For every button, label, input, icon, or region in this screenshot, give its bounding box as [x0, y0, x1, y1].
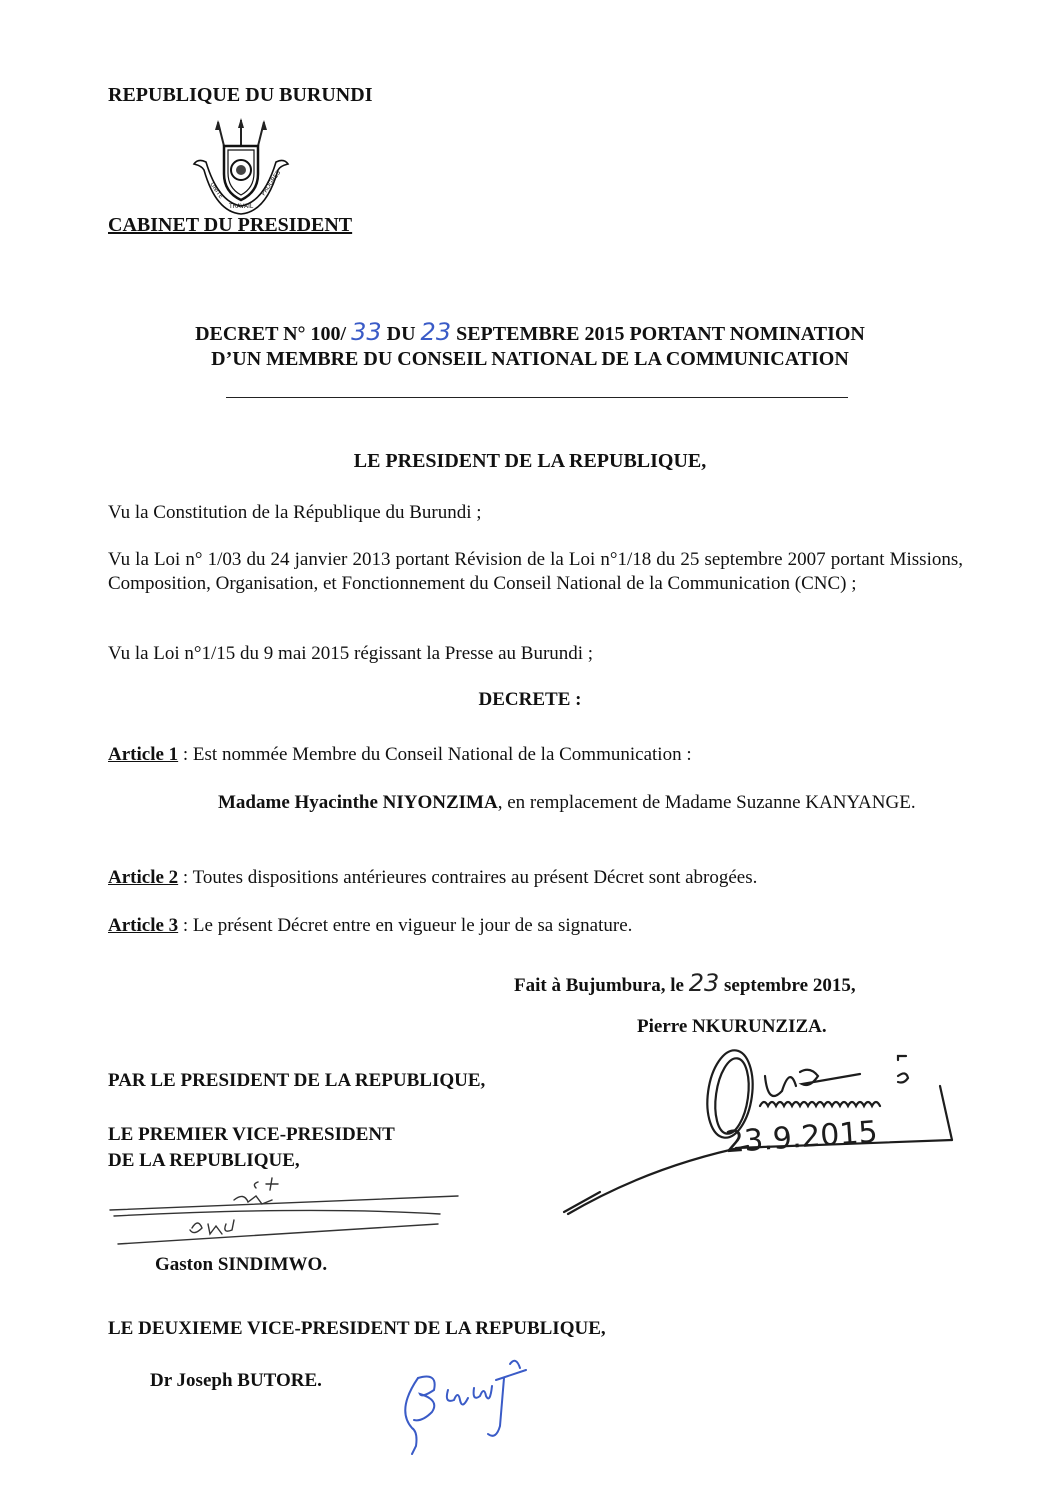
- vu-loi-cnc: Vu la Loi n° 1/03 du 24 janvier 2013 portant Révision de la Loi n°1/18 du 25 septembre 2007 portant Missions, Composition, Organisation, et Fonctionnement du Conseil National de la Communication (CNC) ;: [108, 549, 963, 594]
- decree-title-rest: SEPTEMBRE 2015 PORTANT NOMINATION: [456, 323, 865, 345]
- decree-number-handwritten: 33: [351, 318, 382, 346]
- decree-number-prefix: DECRET N° 100/: [195, 323, 347, 345]
- president-signature: [560, 1036, 960, 1216]
- nominee-rest: , en remplacement de Madame Suzanne KANYANGE.: [497, 792, 916, 813]
- svg-text:UNITE: UNITE: [208, 181, 225, 200]
- vu-loi-presse: Vu la Loi n°1/15 du 9 mai 2015 régissant la Presse au Burundi ;: [108, 643, 594, 664]
- second-vp-title: LE DEUXIEME VICE-PRESIDENT DE LA REPUBLIQUE,: [108, 1318, 606, 1339]
- vu-constitution: Vu la Constitution de la République du Burundi ;: [108, 502, 482, 523]
- fait-prefix: Fait à Bujumbura, le: [514, 975, 684, 996]
- second-vp-name: Dr Joseph BUTORE.: [150, 1370, 322, 1391]
- decree-du: DU: [386, 323, 416, 345]
- article-2-label: Article 2: [108, 867, 179, 888]
- svg-text:PROGRES: PROGRES: [259, 169, 283, 198]
- cabinet-heading: CABINET DU PRESIDENT: [108, 214, 353, 236]
- president-heading: LE PRESIDENT DE LA REPUBLIQUE,: [353, 450, 707, 472]
- article-2-text: : Toutes dispositions antérieures contraires au présent Décret sont abrogées.: [178, 867, 758, 888]
- decree-title-line1: [0, 318, 1060, 346]
- first-vp-name: Gaston SINDIMWO.: [155, 1254, 328, 1275]
- article-2: [108, 866, 963, 890]
- fait-a-bujumbura: [514, 969, 856, 997]
- first-vp-title-line1: LE PREMIER VICE-PRESIDENT: [108, 1124, 395, 1145]
- second-vp-signature: [392, 1350, 582, 1460]
- article-1: [108, 743, 963, 767]
- article-1-label: Article 1: [108, 744, 179, 765]
- first-vp-title-line2: DE LA REPUBLIQUE,: [108, 1150, 300, 1171]
- president-signature-date: 23.9.2015: [723, 1114, 879, 1161]
- article-3-label: Article 3: [108, 915, 179, 936]
- title-divider: [226, 397, 848, 398]
- decree-title-line2: D’UN MEMBRE DU CONSEIL NATIONAL DE LA COMMUNICATION: [211, 348, 849, 370]
- president-name: Pierre NKURUNZIZA.: [637, 1016, 827, 1037]
- decree-day-handwritten: 23: [420, 318, 452, 346]
- republic-heading: REPUBLIQUE DU BURUNDI: [108, 84, 373, 106]
- article-3-text: : Le présent Décret entre en vigueur le jour de sa signature.: [178, 915, 633, 936]
- first-vp-signature: [108, 1170, 468, 1250]
- article-3: [108, 914, 963, 938]
- coat-of-arms-emblem: [188, 118, 294, 216]
- nominee-name: Madame Hyacinthe NIYONZIMA: [218, 792, 498, 813]
- nominee-paragraph: [218, 791, 963, 815]
- fait-suffix: septembre 2015,: [724, 975, 856, 996]
- par-le-president: PAR LE PRESIDENT DE LA REPUBLIQUE,: [108, 1070, 486, 1091]
- svg-text:TRAVAIL: TRAVAIL: [229, 203, 254, 210]
- decrete-heading: DECRETE :: [478, 689, 582, 710]
- fait-day-handwritten: 23: [688, 969, 720, 997]
- article-1-text: : Est nommée Membre du Conseil National de la Communication :: [178, 744, 692, 765]
